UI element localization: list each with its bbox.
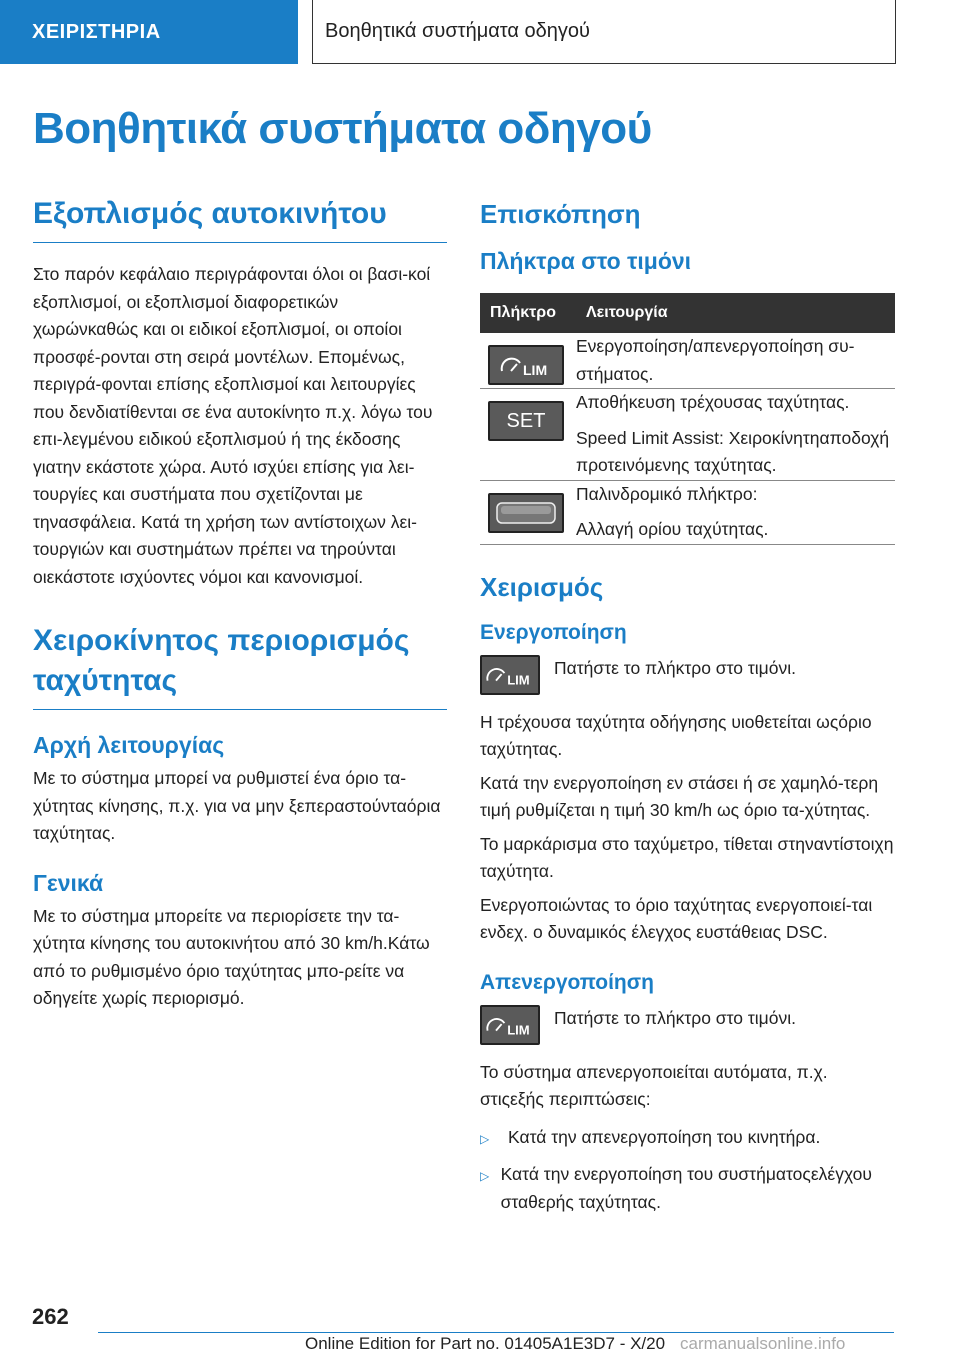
- svg-text:LIM: LIM: [507, 671, 530, 687]
- row-line: Speed Limit Assist: Χειροκίνητηαποδοχή προτεινόμενης ταχύτητας.: [576, 427, 890, 475]
- page-title: Βοηθητικά συστήματα οδηγού: [33, 104, 652, 153]
- edition-text: Online Edition for Part no. 01405A1E3D7 - X/20: [305, 1334, 666, 1353]
- list-item: [480, 1124, 895, 1154]
- speedometer-lim-icon: [496, 351, 556, 379]
- deactivation-heading: Απενεργοποίηση: [480, 970, 654, 994]
- table-row: [480, 333, 895, 389]
- general-heading: Γενικά: [33, 869, 104, 896]
- deactivation-p1: Το σύστημα απενεργοποιείται αυτόματα, π.χ. στιςεξής περιπτώσεις:: [480, 1061, 828, 1109]
- operation-heading: Χειρισμός: [480, 571, 604, 602]
- row-description: [576, 480, 895, 544]
- footer-rule: [98, 1332, 894, 1333]
- right-column: [480, 190, 895, 1216]
- speedometer-lim-icon: [482, 661, 538, 689]
- chapter-tab: Βοηθητικά συστήματα οδηγού: [312, 0, 896, 64]
- watermark: carmanualsonline.info: [680, 1334, 846, 1353]
- deactivation-press-text: Πατήστε το πλήκτρο στο τιμόνι.: [554, 1007, 796, 1028]
- buttons-table: [480, 293, 895, 545]
- left-column: [33, 190, 447, 1013]
- table-header-row: [480, 293, 895, 333]
- activation-p1: Η τρέχουσα ταχύτητα οδήγησης υιοθετείται ωςόριο ταχύτητας.: [480, 711, 872, 759]
- principle-text: Με το σύστημα μπορεί να ρυθμιστεί ένα όριο τα-χύτητας κίνησης, π.χ. για να μην ξεπεραστούνταόρια ταχύτητας.: [33, 768, 441, 843]
- speedometer-lim-icon: [482, 1011, 538, 1039]
- page-header: [0, 0, 960, 66]
- col-key-header: Πλήκτρο: [480, 293, 576, 333]
- buttons-heading: Πλήκτρα στο τιμόνι: [480, 248, 692, 274]
- col-function-header: Λειτουργία: [576, 293, 895, 333]
- overview-heading: Επισκόπηση: [480, 199, 641, 229]
- table-row: [480, 480, 895, 544]
- list-item-text: Κατά την ενεργοποίηση του συστήματοςελέγχου σταθερής ταχύτητας.: [500, 1164, 872, 1212]
- principle-heading: Αρχή λειτουργίας: [33, 732, 225, 758]
- triangle-bullet-icon: ▷: [480, 1131, 490, 1146]
- equipment-heading: Εξοπλισμός αυτοκινήτου: [33, 194, 447, 243]
- set-button-icon: SET: [488, 401, 564, 441]
- row-line: Αλλαγή ορίου ταχύτητας.: [576, 519, 769, 539]
- section-tab: ΧΕΙΡΙΣΤΗΡΙΑ: [0, 0, 298, 64]
- row-line: Παλινδρομικό πλήκτρο:: [576, 483, 758, 504]
- activation-p4: Ενεργοποιώντας το όριο ταχύτητας ενεργοποιεί-ται ενδεχ. ο δυναμικός έλεγχος ευστάθειας DSC.: [480, 894, 873, 942]
- lim-button-icon: [480, 655, 540, 695]
- manual-limiter-heading-line2: ταχύτητας: [33, 664, 178, 697]
- deactivation-press-row: [480, 1005, 895, 1045]
- list-item-text: Κατά την απενεργοποίηση του κινητήρα.: [508, 1126, 821, 1147]
- page-number: 262: [32, 1304, 69, 1329]
- triangle-bullet-icon: ▷: [480, 1169, 490, 1183]
- svg-text:LIM: LIM: [507, 1021, 530, 1037]
- manual-limiter-heading: [33, 621, 447, 710]
- activation-p2: Κατά την ενεργοποίηση εν στάσει ή σε χαμηλό-τερη τιμή ρυθμίζεται η τιμή 30 km/h ως όριο τα-χύτητας.: [480, 772, 879, 820]
- activation-press-text: Πατήστε το πλήκτρο στο τιμόνι.: [554, 657, 796, 678]
- row-description: [576, 333, 895, 389]
- row-description: [576, 389, 895, 481]
- rocker-button-icon: [488, 493, 564, 533]
- general-text: Με το σύστημα μπορείτε να περιορίσετε την τα-χύτητα κίνησης του αυτοκινήτου από 30 km/h.Κάτω από το ρυθμισμένο όριο ταχύτητας μπο-ρείτε να οδηγείτε χωρίς περιορισμό.: [33, 905, 430, 1008]
- svg-text:LIM: LIM: [523, 362, 548, 378]
- manual-limiter-heading-line1: Χειροκίνητος περιορισμός: [33, 624, 410, 657]
- row-line: Αποθήκευση τρέχουσας ταχύτητας.: [576, 392, 850, 412]
- equipment-text: Στο παρόν κεφάλαιο περιγράφονται όλοι οι βασι-κοί εξοπλισμοί, οι εξοπλισμοί διαφορετικών χωρώνκαθώς και οι ειδικοί εξοπλισμοί, οι οποίοι προσφέ-ρονται στη σειρά μοντέλων. Επομένως, περιγρά-φονται επίσης εξοπλισμοί και λειτουργίες που δενδιατίθενται σε ένα αυτοκίνητο π.χ. λόγω του επι-λεγμένου ειδικού εξοπλισμού ή της έκδοσης γιατην εκάστοτε χώρα. Αυτό ισχύει επίσης για λει-τουργίες και συστήματα που σχετίζονται με τηνασφάλεια. Κατά τη χρήση των αντίστοιχων λει-τουργιών και συστημάτων πρέπει να τηρούνται οιεκάστοτε ισχύοντες νόμοι και κανονισμοί.: [33, 264, 433, 587]
- activation-press-row: [480, 655, 895, 695]
- activation-heading: Ενεργοποίηση: [480, 620, 627, 644]
- list-item: [480, 1161, 895, 1216]
- rocker-switch-icon: [493, 497, 559, 529]
- activation-p3: Το μαρκάρισμα στο ταχύμετρο, τίθεται στηναντίστοιχη ταχύτητα.: [480, 833, 894, 881]
- table-row: [480, 389, 895, 481]
- lim-button-icon: [480, 1005, 540, 1045]
- lim-button-icon: [488, 345, 564, 385]
- row-line: Ενεργοποίηση/απενεργοποίηση συ-στήματος.: [576, 336, 855, 384]
